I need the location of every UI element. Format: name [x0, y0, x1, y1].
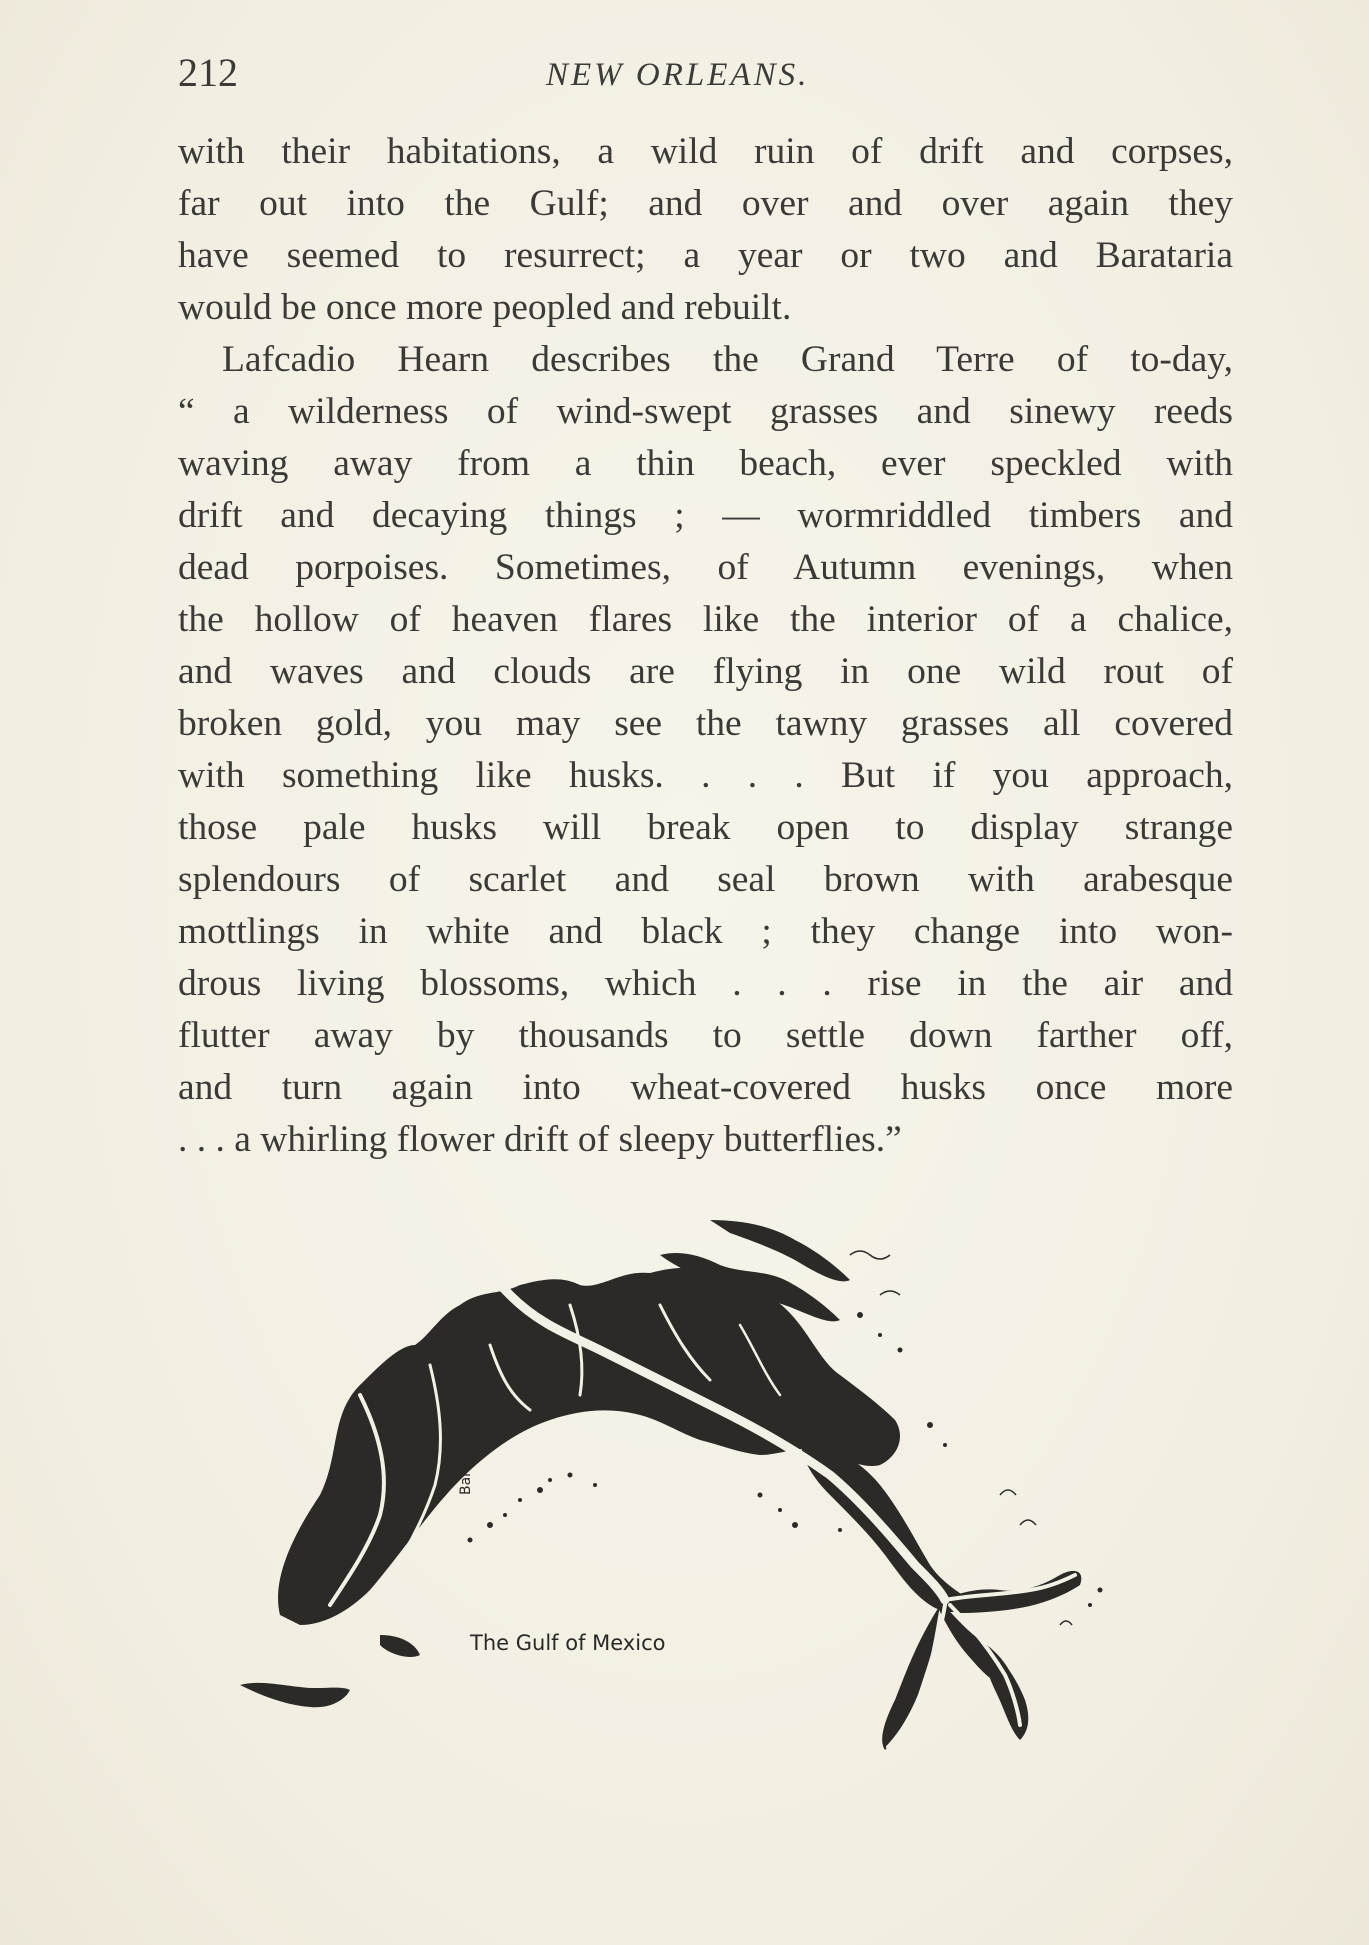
text-line: mottlings in white and black ; they change into won- [178, 911, 1233, 952]
text-line: broken gold, you may see the tawny grasses all covered [178, 703, 1233, 744]
text-line: and waves and clouds are flying in one wild rout of [178, 651, 1233, 692]
text-line: . . . a whirling flower drift of sleepy butterflies.” [178, 1119, 902, 1160]
text-line: the hollow of heaven flares like the interior of a chalice, [178, 599, 1233, 640]
gulf-of-mexico-label: The Gulf of Mexico [470, 1631, 666, 1655]
text-line: with something like husks. . . . But if you approach, [178, 755, 1233, 796]
delta-map-illustration [240, 1195, 1140, 1815]
text-line: Lafcadio Hearn describes the Grand Terre of to-day, [222, 339, 1233, 380]
text-line: “ a wilderness of wind-swept grasses and sinewy reeds [178, 391, 1233, 432]
text-line: waving away from a thin beach, ever speckled with [178, 443, 1233, 484]
paragraph-2 [178, 334, 1233, 1166]
text-line: dead porpoises. Sometimes, of Autumn evenings, when [178, 547, 1233, 588]
text-line: flutter away by thousands to settle down farther off, [178, 1015, 1233, 1056]
text-line: splendours of scarlet and seal brown with arabesque [178, 859, 1233, 900]
delta-map-drawing [240, 1195, 1140, 1815]
text-line: far out into the Gulf; and over and over again they [178, 183, 1233, 224]
text-line: would be once more peopled and rebuilt. [178, 287, 792, 328]
page-number: 212 [178, 50, 238, 95]
text-line: drous living blossoms, which . . . rise in the air and [178, 963, 1233, 1004]
land-mass [240, 1220, 1081, 1750]
paragraph-1 [178, 126, 1233, 334]
text-line: with their habitations, a wild ruin of drift and corpses, [178, 131, 1233, 172]
text-line: drift and decaying things ; — wormriddled timbers and [178, 495, 1233, 536]
body-text [178, 126, 1233, 1166]
running-title: NEW ORLEANS. [546, 57, 810, 93]
text-line: and turn again into wheat-covered husks once more [178, 1067, 1233, 1108]
text-line: have seemed to resurrect; a year or two and Barataria [178, 235, 1233, 276]
text-line: those pale husks will break open to display strange [178, 807, 1233, 848]
barataria-bay-label: Barataria Bay [458, 1399, 474, 1495]
page-header [178, 48, 1228, 98]
